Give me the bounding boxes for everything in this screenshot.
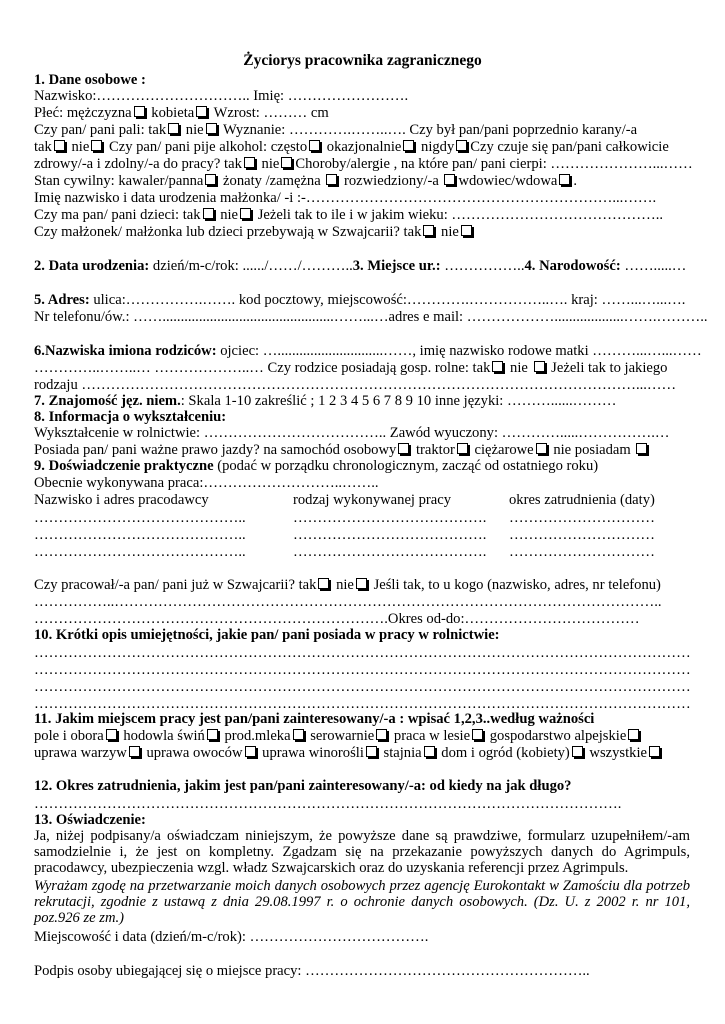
checkbox[interactable] <box>318 578 329 589</box>
checkbox[interactable] <box>207 729 218 740</box>
checkbox[interactable] <box>457 443 468 454</box>
checkbox[interactable] <box>245 746 256 757</box>
checkbox[interactable] <box>559 174 570 185</box>
place-date-line[interactable]: Miejscowość i data (dzień/m-c/rok): ………………………………. <box>34 929 429 945</box>
phone-line: Nr telefonu/ów.: ……...............................................……...…adres e mail: ………………...................…….……….. <box>34 309 708 325</box>
health-line: zdrowy/-a i zdolny/-a do pracy? tak nie Choroby/alergie , na które pan/ pani cierpi: …………………...…… <box>34 156 693 172</box>
checkbox[interactable] <box>356 578 367 589</box>
checkbox[interactable] <box>628 729 639 740</box>
declaration-heading: 13. Oświadczenie: <box>34 812 146 828</box>
table-cell[interactable]: ………………………… <box>509 544 655 560</box>
checkbox[interactable] <box>168 123 179 134</box>
checkbox[interactable] <box>91 140 102 151</box>
checkbox[interactable] <box>423 225 434 236</box>
marital-line: Stan cywilny: kawaler/panna żonaty /zamężna rozwiedziony/-a wdowiec/wdowa . <box>34 173 578 189</box>
children-line: Czy ma pan/ pani dzieci: tak nie Jeżeli tak to ile i w jakim wieku: …………………………………….. <box>34 207 664 223</box>
alcohol-line: tak nie Czy pan/ pani pije alkohol: często okazjonalnie nigdy Czy czuje się pan/pani całkowicie <box>34 139 669 155</box>
checkbox[interactable] <box>376 729 387 740</box>
checkbox[interactable] <box>309 140 320 151</box>
switzerland-period-line[interactable]: ……………………………………………………………….Okres od-do:……………………………… <box>34 611 640 627</box>
checkbox[interactable] <box>54 140 65 151</box>
col-period: okres zatrudnienia (daty) <box>509 492 655 508</box>
workplace-options-1: pole i obora hodowla świń prod.mleka serowarnie praca w lesie gospodarstwo alpejskie <box>34 728 642 744</box>
checkbox[interactable] <box>196 106 207 117</box>
declaration-text: Ja, niżej podpisany/a oświadczam niniejszym, że powyższe dane są prawdziwe, formularz uzupełniłem/-am samodzielnie i, że jest on kompletny. Zgadzam się na przekazanie powyższych danych do Agrimpuls, pracodawcy, ubezpieczenia wzgl. władz Szwajcarskich oraz do uzyskania referencji przez Agrimpuls. <box>34 828 690 876</box>
period-heading: 12. Okres zatrudnienia, jakim jest pan/pani zainteresowany/-a: od kiedy na jak długo? <box>34 778 572 794</box>
skills-line[interactable]: ……………………………………………………………………………………………………………………… <box>34 645 691 661</box>
checkbox[interactable] <box>456 140 467 151</box>
checkbox[interactable] <box>649 746 660 757</box>
checkbox[interactable] <box>398 443 409 454</box>
farm-kind-line: rodzaju ……………………………………………………………………………………………………...…… <box>34 377 677 393</box>
section-8-heading: 8. Informacja o wykształceniu: <box>34 409 227 425</box>
parents-farm-line: …………..……..… ………………..… Czy rodzice posiadają gosp. rolne: tak nie Jeżeli tak to jakiego <box>34 360 668 376</box>
checkbox[interactable] <box>472 729 483 740</box>
checkbox[interactable] <box>203 208 214 219</box>
checkbox[interactable] <box>636 443 647 454</box>
signature-line[interactable]: Podpis osoby ubiegającej się o miejsce pracy: ………………………………………………….. <box>34 963 590 979</box>
checkbox[interactable] <box>134 106 145 117</box>
table-cell[interactable]: …………………………………. <box>293 544 487 560</box>
table-cell[interactable]: ………………………… <box>509 510 655 526</box>
checkbox[interactable] <box>129 746 140 757</box>
checkbox[interactable] <box>366 746 377 757</box>
table-cell[interactable]: …………………………………….. <box>34 544 246 560</box>
checkbox[interactable] <box>244 157 255 168</box>
workplace-heading: 11. Jakim miejscem pracy jest pan/pani zainteresowany/-a : wpisać 1,2,3..według ważności <box>34 711 595 727</box>
checkbox[interactable] <box>534 361 545 372</box>
page-title: Życiorys pracownika zagranicznego <box>243 52 482 69</box>
address-line: 5. Adres: ulica:…………….……. kod pocztowy, miejscowość:………….……………..…. kraj: ……...…...…. <box>34 292 686 308</box>
checkbox[interactable] <box>572 746 583 757</box>
experience-heading: 9. Doświadczenie praktyczne (podać w porządku chronologicznym, zacząć od ostatniego roku) <box>34 458 599 474</box>
education-line: Wykształcenie w rolnictwie: ……………………………….. Zawód wyuczony: ………….....…………….… <box>34 425 670 441</box>
skills-line[interactable]: ……………………………………………………………………………………………………………………… <box>34 696 691 712</box>
checkbox[interactable] <box>281 157 292 168</box>
gender-line: Płeć: mężczyzna kobieta Wzrost: ……… cm <box>34 105 329 121</box>
checkbox[interactable] <box>461 225 472 236</box>
table-cell[interactable]: …………………………………….. <box>34 510 246 526</box>
checkbox[interactable] <box>492 361 503 372</box>
switzerland-detail-line[interactable]: ……………..………………………………………………………………………………………………….. <box>34 594 662 610</box>
checkbox[interactable] <box>206 123 217 134</box>
name-line: Nazwisko:………………………….. Imię: ……………………. <box>34 88 409 104</box>
skills-line[interactable]: ……………………………………………………………………………………………………………………… <box>34 662 691 678</box>
birth-line: 2. Data urodzenia: dzień/m-c/rok: ....../……/………..3. Miejsce ur.: ……………..4. Narodowość: …….....… <box>34 258 687 274</box>
checkbox[interactable] <box>205 174 216 185</box>
spouse-line: Imię nazwisko i data urodzenia małżonka/ -i :-………………………………………………………...……. <box>34 190 657 206</box>
checkbox[interactable] <box>444 174 455 185</box>
skills-line[interactable]: ……………………………………………………………………………………………………………………… <box>34 679 691 695</box>
checkbox[interactable] <box>403 140 414 151</box>
checkbox[interactable] <box>106 729 117 740</box>
table-cell[interactable]: …………………………………….. <box>34 527 246 543</box>
german-line: 7. Znajomość jęz. niem.: Skala 1-10 zakreślić ; 1 2 3 4 5 6 7 8 9 10 inne języki: ………......……… <box>34 393 617 409</box>
parents-line: 6.Nazwiska imiona rodziców: ojciec: ….............................……, imię nazwisko rodowe matki ………...…...…… <box>34 343 702 359</box>
checkbox[interactable] <box>424 746 435 757</box>
col-work-type: rodzaj wykonywanej pracy <box>293 492 452 508</box>
license-line: Posiada pan/ pani ważne prawo jazdy? na samochód osobowy traktor ciężarowe nie posiadam <box>34 442 650 458</box>
skills-heading: 10. Krótki opis umiejętności, jakie pan/ pani posiada w pracy w rolnictwie: <box>34 627 500 643</box>
workplace-options-2: uprawa warzyw uprawa owoców uprawa winorośli stajnia dom i ogród (kobiety) wszystkie <box>34 745 663 761</box>
checkbox[interactable] <box>326 174 337 185</box>
current-job-line: Obecnie wykonywana praca:………………………..…….. <box>34 475 379 491</box>
section-1-heading: 1. Dane osobowe : <box>34 72 146 88</box>
family-switzerland-line: Czy małżonek/ małżonka lub dzieci przebywają w Szwajcarii? tak nie <box>34 224 475 240</box>
checkbox[interactable] <box>293 729 304 740</box>
table-cell[interactable]: …………………………………. <box>293 527 487 543</box>
table-cell[interactable]: …………………………………. <box>293 510 487 526</box>
table-cell[interactable]: ………………………… <box>509 527 655 543</box>
checkbox[interactable] <box>240 208 251 219</box>
col-employer: Nazwisko i adres pracodawcy <box>34 492 209 508</box>
period-line[interactable]: …………………………………………………………………………………………………………. <box>34 796 622 812</box>
smoking-line: Czy pan/ pani pali: tak nie Wyznanie: ………….……..…. Czy był pan/pani poprzednio karany/-a <box>34 122 638 138</box>
consent-text: Wyrażam zgodę na przetwarzanie moich danych osobowych przez agencję Eurokontakt w Zamościu dla potrzeb rekrutacji, zgodnie z ustawą z dnia 29.08.1997 r. o ochronie danych osobowych. (Dz. U. z 2002 r. nr 101, poz.926 ze zm.) <box>34 878 690 926</box>
checkbox[interactable] <box>536 443 547 454</box>
switzerland-work-line: Czy pracował/-a pan/ pani już w Szwajcarii? tak nie Jeśli tak, to u kogo (nazwisko, adres, nr telefonu) <box>34 577 661 593</box>
